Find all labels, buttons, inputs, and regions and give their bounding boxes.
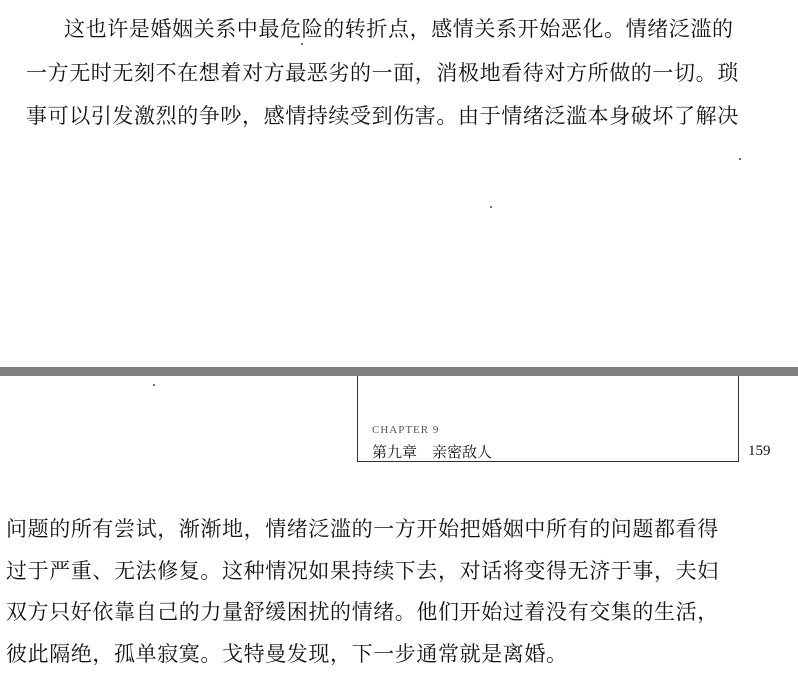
chapter-title: 第九章 亲密敌人 (372, 443, 493, 461)
chapter-label-en: CHAPTER 9 (372, 424, 440, 436)
bottom-paragraph-line-4: 彼此隔绝，孤单寂寞。戈特曼发现，下一步通常就是离婚。 (6, 642, 568, 666)
top-paragraph-line-3: 事可以引发激烈的争吵，感情持续受到伤害。由于情绪泛滥本身破坏了解决 (26, 104, 739, 128)
page-number: 159 (748, 443, 771, 459)
header-right-rule (738, 376, 739, 462)
bottom-paragraph-line-3: 双方只好依靠自己的力量舒缓困扰的情绪。他们开始过着没有交集的生活， (6, 600, 719, 624)
scan-speck (739, 158, 741, 160)
top-paragraph-line-1: 这也许是婚姻关系中最危险的转折点，感情关系开始恶化。情绪泛滥的 (64, 17, 734, 41)
bottom-paragraph-line-2: 过于严重、无法修复。这种情况如果持续下去，对话将变得无济于事，夫妇 (6, 559, 719, 583)
scan-speck (490, 206, 492, 208)
page-divider (0, 367, 798, 376)
scan-speck (153, 384, 155, 386)
bottom-paragraph-line-1: 问题的所有尝试，渐渐地，情绪泛滥的一方开始把婚姻中所有的问题都看得 (6, 517, 719, 541)
header-left-rule (357, 376, 358, 462)
scan-speck (301, 43, 303, 45)
top-paragraph-line-2: 一方无时无刻不在想着对方最恶劣的一面，消极地看待对方所做的一切。琐 (26, 61, 739, 85)
